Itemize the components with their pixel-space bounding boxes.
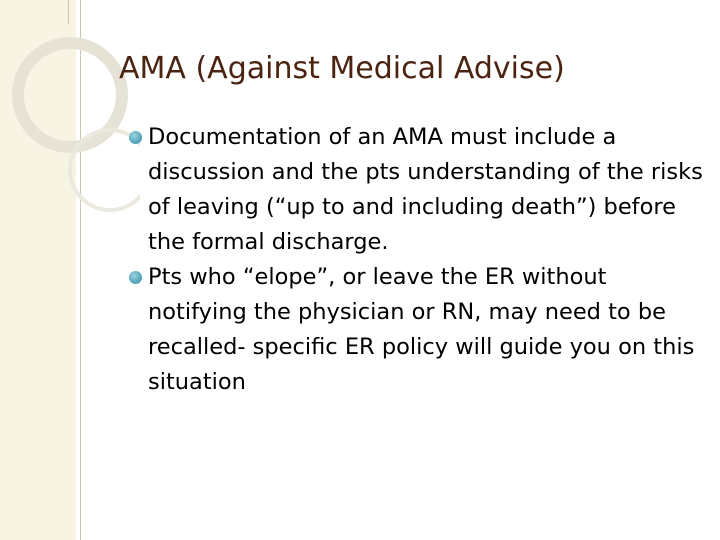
band-divider-line-top	[68, 0, 69, 24]
bullet-text: Documentation of an AMA must include a discussion and the pts understanding of the risks of leaving (“up to and including death”) before the formal discharge.	[148, 124, 703, 255]
bullet-dot-icon	[129, 131, 142, 144]
band-divider-line	[80, 0, 81, 540]
slide-title: AMA (Against Medical Advise)	[119, 51, 565, 86]
bullet-dot-icon	[129, 271, 142, 284]
bullet-list	[129, 120, 709, 400]
bullet-text: Pts who “elope”, or leave the ER without notifying the physician or RN, may need to be recalled- specific ER policy will guide you on this situation	[148, 264, 695, 395]
bullet-item	[129, 260, 709, 400]
left-decorative-band	[0, 0, 76, 540]
bullet-item	[129, 120, 709, 260]
